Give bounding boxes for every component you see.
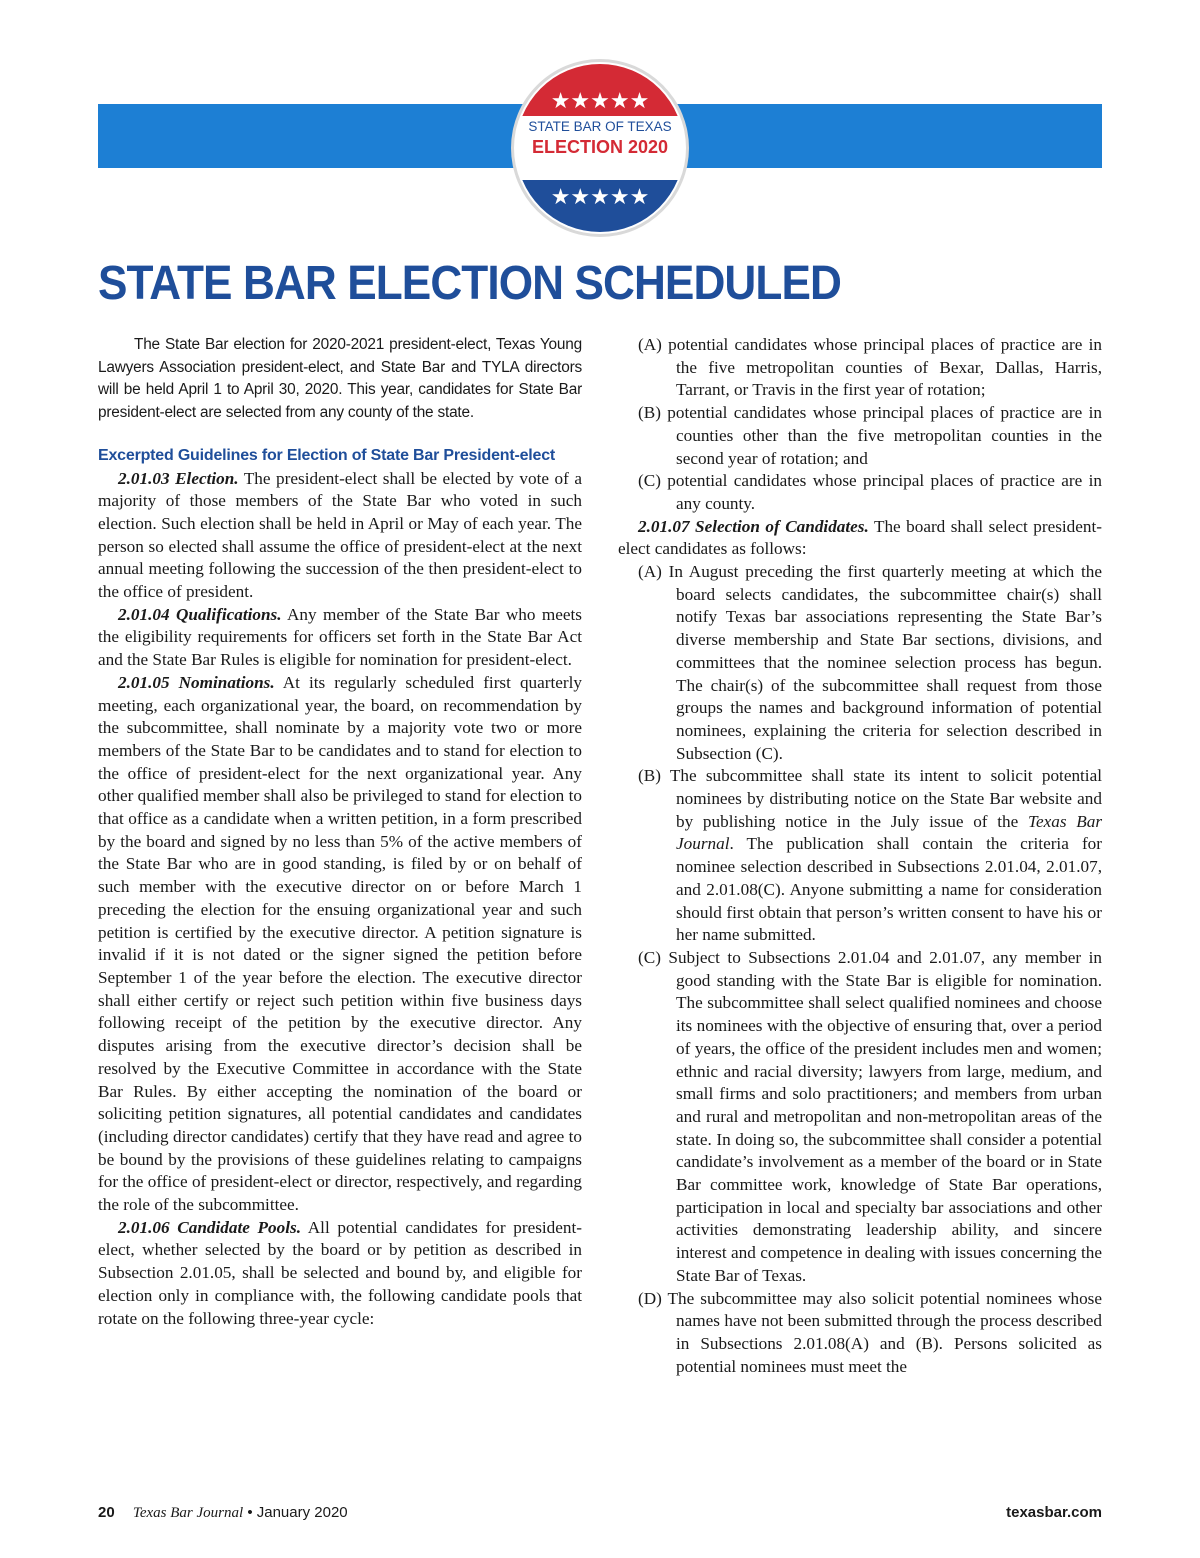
stars-top: ★★★★★ bbox=[550, 89, 650, 114]
section-text: All potential candidates for president-elect, whether selected by the board or by petition as described in Subsection 2.01.05, shall be selected and bound by, and eligible for election only in compliance with, the following candidate pools that rotate on the following three-year cycle: bbox=[98, 1217, 582, 1328]
section-heading: 2.01.07 Selection of Candidates. bbox=[638, 516, 869, 536]
selection-item-c: (C) Subject to Subsections 2.01.04 and 2.01.07, any member in good standing with the State Bar is eligible for nomination. The subcommittee shall select qualified nominees and choose its nominees with the objective of ensuring that, over a period of years, the office of the president includes men and women; ethnic and racial diversity; lawyers from large, medium, and small firms and solo practitioners; and members from urban and rural and metropolitan and non-metropolitan areas of the state. In doing so, the subcommittee shall consider a potential candidate’s involvement as a member of the board or in State Bar committee work, knowledge of State Bar operations, participation in local and specialty bar associations and other activities demonstrating leadership ability, and sincere interest and competence in dealing with issues concerning the State Bar of Texas. bbox=[638, 947, 1102, 1285]
issue-date: January 2020 bbox=[256, 1504, 348, 1521]
selection-item-d: (D) The subcommittee may also solicit potential nominees whose names have not been submitted through the process described in Subsections 2.01.08(A) and (B). Persons solicited as potential nominees must meet the bbox=[638, 1288, 1102, 1376]
pool-item-a: (A) potential candidates whose principal places of practice are in the five metropolitan counties of Bexar, Dallas, Harris, Tarrant, or Travis in the first year of rotation; bbox=[638, 335, 1102, 400]
item-b-prefix: (B) The subcommittee shall state its intent to solicit potential nominees by distributing notice on the State Bar website and by publishing notice in the July issue of the bbox=[638, 766, 1102, 831]
stars-bottom: ★★★★★ bbox=[550, 185, 650, 210]
section-2-01-05 bbox=[98, 672, 582, 1217]
footer-left bbox=[98, 1504, 348, 1522]
election-badge bbox=[510, 58, 690, 238]
footer-separator: • bbox=[247, 1504, 253, 1521]
section-heading: 2.01.03 Election. bbox=[118, 468, 239, 488]
section-2-01-06 bbox=[98, 1217, 582, 1331]
right-column bbox=[618, 334, 1102, 1378]
page-title: STATE BAR ELECTION SCHEDULED bbox=[98, 257, 841, 310]
section-2-01-03 bbox=[98, 468, 582, 604]
publication-name: Texas Bar Journal bbox=[132, 1505, 244, 1521]
section-heading: 2.01.04 Qualifications. bbox=[118, 604, 282, 624]
journal-title: Texas Bar Journal bbox=[676, 811, 1103, 854]
section-2-01-04 bbox=[98, 604, 582, 672]
section-text: Any member of the State Bar who meets the eligibility requirements for officers set forth in the State Bar Act and the State Bar Rules is eligible for nomination for president-elect. bbox=[98, 604, 582, 670]
section-2-01-07 bbox=[618, 516, 1102, 561]
section-heading: 2.01.05 Nominations. bbox=[118, 672, 275, 692]
left-column bbox=[98, 334, 582, 1330]
section-heading: 2.01.06 Candidate Pools. bbox=[118, 1217, 301, 1237]
badge-line2: ELECTION 2020 bbox=[531, 137, 669, 157]
selection-item-a: (A) In August preceding the first quarterly meeting at which the board selects candidates, the subcommittee chair(s) shall notify Texas bar associations representing the State Bar’s diverse membership and State Bar sections, divisions, and committees that the nominee selection process has begun. The chair(s) of the subcommittee shall request from those groups the names and background information of potential nominees, explaining the criteria for selection described in Subsection (C). bbox=[638, 562, 1102, 763]
section-text: The board shall select president-elect candidates as follows: bbox=[618, 516, 1102, 559]
pool-item-c: (C) potential candidates whose principal places of practice are in any county. bbox=[638, 471, 1102, 513]
page-number: 20 bbox=[98, 1504, 115, 1521]
badge-line1: STATE BAR OF TEXAS bbox=[528, 119, 672, 134]
item-b-suffix: . The publication shall contain the criteria for nominee selection described in Subsections 2.01.04, 2.01.07, and 2.01.08(C). Anyone submitting a name for consideration should first obtain that person’s written consent to have his or her name submitted. bbox=[676, 834, 1102, 945]
section-text: The president-elect shall be elected by vote of a majority of those members of the State Bar who voted in such election. Such election shall be held in April or May of each year. The person so elected shall assume the office of president-elect at the next annual meeting following the succession of the then president-elect to the office of president. bbox=[98, 468, 582, 602]
intro-paragraph: The State Bar election for 2020-2021 president-elect, Texas Young Lawyers Association president-elect, and State Bar and TYLA directors will be held April 1 to April 30, 2020. This year, candidates for State Bar president-elect are selected from any county of the state. bbox=[98, 336, 582, 422]
section-text: At its regularly scheduled first quarterly meeting, each organizational year, the board, on recommendation by the subcommittee, shall nominate by a majority vote two or more members of the State Bar to be candidates and to stand for election to the office of president-elect for the next organizational year. Any other qualified member shall also be privileged to stand for election to that office as a candidate when a written petition, in a form prescribed by the board and signed by no less than 5% of the active members of the State Bar who are in good standing, is filed by or on behalf of such member with the executive director on or before March 1 preceding the election for the ensuing organizational year and such petition is certified by the executive director. A petition signature is invalid if it is not dated or the signer signed the petition before September 1 of the year before the election. The executive director shall either certify or reject such petition within five business days following receipt of the petition by the executive director. Any disputes arising from the executive director’s decision shall be resolved by the Executive Committee in accordance with the State Bar Rules. By either accepting the nomination of the board or soliciting petition signatures, all potential candidates and candidates (including director candidates) certify that they have read and agree to be bound by the provisions of these guidelines relating to campaigns for the office of president-elect or director, respectively, and regarding the role of the subcommittee. bbox=[98, 672, 582, 1215]
guidelines-subhead: Excerpted Guidelines for Election of State Bar President-elect bbox=[98, 446, 556, 464]
pool-item-b: (B) potential candidates whose principal places of practice are in counties other than the five metropolitan counties in the second year of rotation; and bbox=[638, 403, 1102, 468]
footer-site[interactable]: texasbar.com bbox=[1006, 1504, 1102, 1521]
selection-item-b bbox=[618, 765, 1102, 947]
